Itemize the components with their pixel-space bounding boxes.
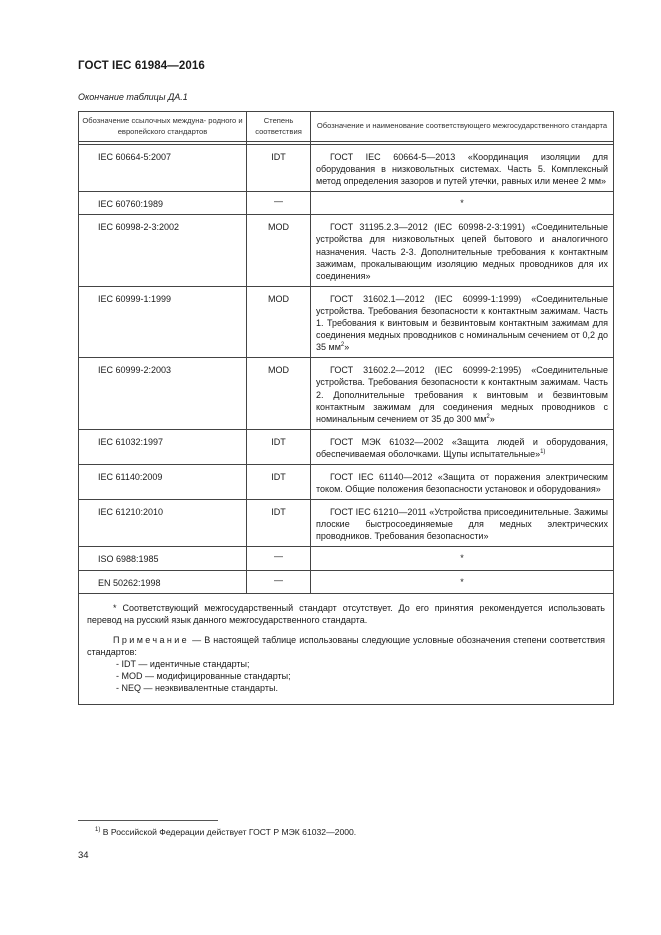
degree-cell: — [247,192,311,215]
reference-standards-table [78,111,614,705]
standard-cell: * [311,192,614,215]
degree-cell: — [247,570,311,593]
note-list-item: - NEQ — неэквивалентные стандарты. [116,683,278,694]
table-row [79,358,614,429]
degree-cell: MOD [247,286,311,357]
ref-cell: ISO 6988:1985 [79,547,247,570]
column-header-reference: Обозначение ссылочных междуна- родного и европейского стандартов [79,112,247,142]
table-row [79,145,614,192]
table-caption: Окончание таблицы ДА.1 [78,92,188,102]
table-row [79,464,614,499]
standard-text: ГОСТ МЭК 61032—2002 «Защита людей и оборудования, обеспечиваемая оболочками. Щупы испытательные» [316,436,608,459]
ref-cell: IEC 61140:2009 [79,464,247,499]
standard-text: ГОСТ 31602.2—2012 (IEC 60999-2:1995) «Соединительные устройства. Требования безопасности к контактным зажимам. Часть 2. Дополнительные требования к винтовым и безвинтовым контактным зажимам для соединения медных проводников с номинальным сечением от 35 до 300 мм [316,365,608,424]
footnote-ref: 1) [540,448,546,455]
table-row [79,570,614,593]
notes-cell [79,593,614,705]
superscript: 2 [486,413,490,420]
degree-cell: — [247,547,311,570]
degree-cell: IDT [247,145,311,192]
standard-cell [311,358,614,429]
notes-row [79,593,614,705]
degree-cell: MOD [247,215,311,286]
column-header-degree: Степень соответствия [247,112,311,142]
standard-text-tail: » [489,413,495,424]
degree-cell: IDT [247,429,311,464]
page-number: 34 [78,850,89,861]
asterisk-note: * Соответствующий межгосударственный стандарт отсутствует. До его принятия рекомендуется использовать перевод на русский язык данного межгосударственного стандарта. [87,602,605,625]
degree-cell: MOD [247,358,311,429]
note-label: Примечание [113,634,190,645]
ref-cell: IEC 61032:1997 [79,429,247,464]
table-header-row [79,112,614,142]
standard-cell: ГОСТ IEC 60664-5—2013 «Координация изоляции для оборудования в низковольтных системах. Часть 5. Комплексный метод определения зазоров и путей утечки, равных или менее 2 мм» [311,145,614,192]
table-row [79,192,614,215]
standard-cell [311,286,614,357]
standard-cell: ГОСТ 31195.2.3—2012 (IEC 60998-2-3:1991) «Соединительные устройства для низковольтных цепей бытового и аналогичного назначения. Часть 2-3. Дополнительные требования к контактным зажимам, прокалывающим изоляцию медных проводников для их соединения» [311,215,614,286]
table-row [79,215,614,286]
superscript: 2 [340,342,345,349]
ref-cell: IEC 60999-1:1999 [79,286,247,357]
note-text: — В настоящей таблице использованы следующие условные обозначения степени соответствия стандартов: [87,634,605,657]
degree-cell: IDT [247,500,311,547]
footnote [95,827,356,837]
ref-cell: IEC 60760:1989 [79,192,247,215]
standard-cell: * [311,547,614,570]
ref-cell: IEC 60998-2-3:2002 [79,215,247,286]
table-row [79,286,614,357]
note-list-item: - IDT — идентичные стандарты; [116,659,250,669]
standard-cell: * [311,570,614,593]
ref-cell: IEC 60999-2:2003 [79,358,247,429]
table-row [79,500,614,547]
ref-cell: IEC 61210:2010 [79,500,247,547]
standard-cell: ГОСТ IEC 61210—2011 «Устройства присоединительные. Зажимы плоские быстросоединяемые для медных электрических проводников. Требования безопасности» [311,500,614,547]
note-list-item: - MOD — модифицированные стандарты; [116,671,291,682]
table-row [79,429,614,464]
table-row [79,547,614,570]
footnote-text: В Российской Федерации действует ГОСТ Р МЭК 61032—2000. [100,827,357,837]
ref-cell: EN 50262:1998 [79,570,247,593]
degree-cell: IDT [247,464,311,499]
standard-cell: ГОСТ IEC 61140—2012 «Защита от поражения электрическим током. Общие положения безопасности установок и оборудования» [311,464,614,499]
standard-cell [311,429,614,464]
footnote-mark: 1) [95,827,101,833]
standard-text: ГОСТ 31602.1—2012 (IEC 60999-1:1999) «Соединительные устройства. Требования безопасности к контактным зажимам. Часть 1. Требования к винтовым и безвинтовым контактным зажимам для соединения медных проводников с номинальным сечением от 0,2 до 35 мм [316,293,608,353]
column-header-interstate-standard: Обозначение и наименование соответствующего межгосударственного стандарта [311,112,614,142]
document-title: ГОСТ IEC 61984—2016 [78,60,205,72]
footnote-divider [78,820,218,821]
note-paragraph [87,634,605,658]
ref-cell: IEC 60664-5:2007 [79,145,247,192]
standard-text-tail: » [344,342,350,353]
